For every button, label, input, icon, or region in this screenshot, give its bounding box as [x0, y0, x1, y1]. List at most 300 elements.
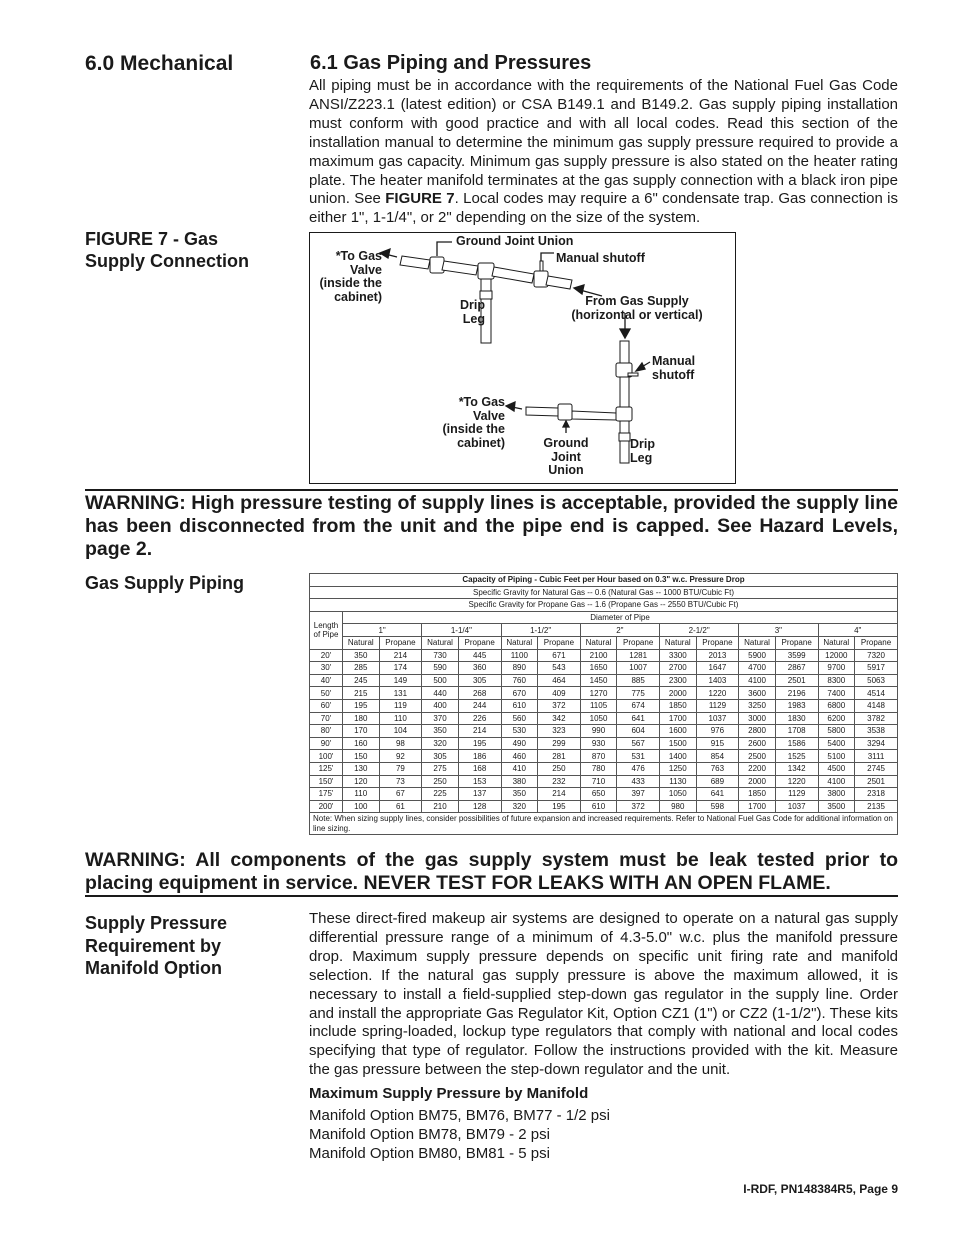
capacity-cell: 460 [501, 750, 538, 763]
gas-type-cell: Natural [580, 636, 617, 649]
figure-caption-line: FIGURE 7 - Gas [85, 229, 219, 249]
capacity-cell: 1700 [739, 800, 776, 813]
capacity-cell: 2000 [660, 687, 697, 700]
table-row [310, 687, 898, 700]
capacity-cell: 3250 [739, 699, 776, 712]
length-cell: 175' [310, 788, 343, 801]
table-title: Capacity of Piping - Cubic Feet per Hour based on 0.3" w.c. Pressure Drop [310, 574, 898, 587]
capacity-cell: 440 [422, 687, 459, 700]
capacity-cell: 1708 [775, 725, 818, 738]
capacity-cell: 268 [458, 687, 501, 700]
capacity-cell: 1129 [696, 699, 739, 712]
capacity-cell: 3800 [818, 788, 855, 801]
label-line: Union [548, 463, 584, 477]
capacity-cell: 689 [696, 775, 739, 788]
heading-line: Manifold Option [85, 958, 222, 978]
label-line: Valve [350, 262, 382, 277]
capacity-cell: 7400 [818, 687, 855, 700]
capacity-cell: 604 [617, 725, 660, 738]
capacity-cell: 2318 [855, 788, 898, 801]
capacity-cell: 195 [343, 699, 380, 712]
capacity-cell: 370 [422, 712, 459, 725]
capacity-cell: 2300 [660, 674, 697, 687]
length-cell: 150' [310, 775, 343, 788]
capacity-cell: 210 [422, 800, 459, 813]
divider [85, 895, 898, 897]
section-title: 6.0 Mechanical [85, 52, 234, 75]
label-drip-leg [430, 299, 485, 326]
vertical-pipe [620, 377, 629, 407]
capacity-cell: 7320 [855, 649, 898, 662]
capacity-cell: 490 [501, 737, 538, 750]
length-cell: 30' [310, 662, 343, 675]
capacity-cell: 3538 [855, 725, 898, 738]
capacity-cell: 885 [617, 674, 660, 687]
capacity-cell: 915 [696, 737, 739, 750]
pipe-segment [400, 256, 430, 269]
capacity-cell: 320 [422, 737, 459, 750]
capacity-cell: 320 [501, 800, 538, 813]
label-drip-leg-bottom [630, 438, 655, 465]
label-line: *To Gas [335, 249, 382, 263]
max-supply-pressure-heading: Maximum Supply Pressure by Manifold [309, 1085, 589, 1102]
length-cell: 20' [310, 649, 343, 662]
label-line: Leg [630, 450, 653, 465]
warning-high-pressure: WARNING: High pressure testing of supply lines is acceptable, provided the supply line has been disconnected from the unit and the pipe end is capped. See Hazard Levels, page 2. [85, 492, 898, 560]
capacity-cell: 3294 [855, 737, 898, 750]
heading-line: Requirement by [85, 935, 222, 956]
capacity-cell: 305 [458, 674, 501, 687]
length-cell: 70' [310, 712, 343, 725]
label-line: Joint [551, 449, 581, 464]
gas-type-cell: Natural [422, 636, 459, 649]
capacity-cell: 4514 [855, 687, 898, 700]
intro-paragraph [309, 77, 898, 228]
capacity-cell: 1403 [696, 674, 739, 687]
capacity-cell: 1525 [775, 750, 818, 763]
table-row [310, 662, 898, 675]
gas-type-cell: Natural [739, 636, 776, 649]
capacity-cell: 674 [617, 699, 660, 712]
label-line: Ground [543, 436, 589, 450]
pipe-segment [492, 267, 534, 283]
capacity-cell: 195 [458, 737, 501, 750]
capacity-cell: 590 [422, 662, 459, 675]
piping-capacity-table [309, 573, 898, 835]
table-row [310, 737, 898, 750]
capacity-cell: 4500 [818, 762, 855, 775]
capacity-cell: 409 [538, 687, 581, 700]
label-manual-shutoff-bottom [652, 355, 695, 382]
gas-type-cell: Natural [501, 636, 538, 649]
capacity-cell: 174 [379, 662, 422, 675]
capacity-cell: 372 [538, 699, 581, 712]
capacity-cell: 3599 [775, 649, 818, 662]
label-line: cabinet) [457, 435, 505, 450]
capacity-cell: 119 [379, 699, 422, 712]
capacity-cell: 671 [538, 649, 581, 662]
capacity-cell: 4700 [739, 662, 776, 675]
table-row [310, 762, 898, 775]
capacity-cell: 2135 [855, 800, 898, 813]
capacity-cell: 1586 [775, 737, 818, 750]
manifold-option: Manifold Option BM75, BM76, BM77 - 1/2 psi [309, 1107, 610, 1124]
drip-leg-coupling [619, 433, 630, 441]
capacity-cell: 464 [538, 674, 581, 687]
capacity-cell: 9700 [818, 662, 855, 675]
capacity-cell: 5400 [818, 737, 855, 750]
capacity-cell: 214 [538, 788, 581, 801]
label-to-gas-valve [312, 250, 382, 304]
capacity-cell: 6200 [818, 712, 855, 725]
gas-type-cell: Propane [855, 636, 898, 649]
union-fitting [430, 257, 444, 273]
capacity-cell: 1647 [696, 662, 739, 675]
label-line: shutoff [652, 367, 695, 382]
gas-supply-figure [309, 232, 736, 484]
diameter-cell: 1-1/4" [422, 624, 501, 637]
capacity-cell: 780 [580, 762, 617, 775]
capacity-cell: 250 [422, 775, 459, 788]
capacity-cell: 1050 [660, 788, 697, 801]
capacity-cell: 710 [580, 775, 617, 788]
pipe-segment [442, 261, 478, 275]
union-fitting [558, 404, 572, 420]
capacity-cell: 215 [343, 687, 380, 700]
valve-handle [628, 373, 638, 376]
piping-capacity-table-wrap [309, 573, 898, 835]
capacity-cell: 1270 [580, 687, 617, 700]
capacity-cell: 530 [501, 725, 538, 738]
capacity-cell: 3000 [739, 712, 776, 725]
table-row [310, 674, 898, 687]
capacity-cell: 1220 [696, 687, 739, 700]
capacity-cell: 531 [617, 750, 660, 763]
capacity-cell: 1100 [501, 649, 538, 662]
capacity-cell: 3600 [739, 687, 776, 700]
diameter-cell: 2-1/2" [660, 624, 739, 637]
capacity-cell: 445 [458, 649, 501, 662]
capacity-cell: 120 [343, 775, 380, 788]
heading-line: Supply Pressure [85, 913, 228, 933]
diameter-cell: 3" [739, 624, 818, 637]
capacity-cell: 131 [379, 687, 422, 700]
supply-pressure-heading [85, 912, 227, 980]
divider [85, 489, 898, 491]
label-line: Drip [460, 298, 485, 312]
capacity-cell: 2867 [775, 662, 818, 675]
manifold-option: Manifold Option BM78, BM79 - 2 psi [309, 1126, 550, 1143]
capacity-cell: 12000 [818, 649, 855, 662]
capacity-cell: 98 [379, 737, 422, 750]
capacity-cell: 930 [580, 737, 617, 750]
table-row [310, 649, 898, 662]
label-line: (inside the [319, 276, 382, 290]
warning-leak-test: WARNING: All components of the gas supply system must be leak tested prior to placing equipment in service. NEVER TEST FOR LEAKS WITH AN OPEN FLAME. [85, 849, 898, 894]
capacity-cell: 670 [501, 687, 538, 700]
capacity-cell: 6800 [818, 699, 855, 712]
capacity-cell: 153 [458, 775, 501, 788]
capacity-cell: 560 [501, 712, 538, 725]
diameter-cell: 1" [343, 624, 422, 637]
table-row [310, 725, 898, 738]
capacity-cell: 775 [617, 687, 660, 700]
intro-text-a: All piping must be in accordance with the requirements of the National Fuel Gas Code ANSI/Z223.1 (latest edition) or CSA B149.1 and B149.2. Gas supply piping installation must conform with good practice and with all local codes. Read this section of the installation manual to determine the minimum gas supply pressure required to provide a maximum gas capacity. Minimum gas supply pressure is also stated on the heater rating plate. The heater manifold terminates at the gas supply connection with a black iron pipe union. See [309, 77, 898, 208]
length-cell: 40' [310, 674, 343, 687]
capacity-cell: 1983 [775, 699, 818, 712]
page-footer: I-RDF, PN148384R5, Page 9 [743, 1182, 898, 1196]
label-ground-joint-union-bottom [538, 437, 594, 478]
capacity-cell: 610 [501, 699, 538, 712]
capacity-cell: 350 [422, 725, 459, 738]
capacity-cell: 137 [458, 788, 501, 801]
capacity-cell: 990 [580, 725, 617, 738]
length-cell: 200' [310, 800, 343, 813]
label-ground-joint-union: Ground Joint Union [456, 234, 574, 248]
capacity-cell: 1850 [660, 699, 697, 712]
table-sg-natural: Specific Gravity for Natural Gas -- 0.6 (Natural Gas -- 1000 BTU/Cubic Ft) [310, 586, 898, 599]
capacity-cell: 214 [458, 725, 501, 738]
capacity-cell: 305 [422, 750, 459, 763]
capacity-cell: 110 [379, 712, 422, 725]
capacity-cell: 372 [617, 800, 660, 813]
label-line: From Gas Supply [585, 294, 689, 308]
capacity-cell: 8300 [818, 674, 855, 687]
capacity-cell: 170 [343, 725, 380, 738]
length-header [310, 611, 343, 649]
capacity-cell: 110 [343, 788, 380, 801]
length-cell: 50' [310, 687, 343, 700]
capacity-cell: 3111 [855, 750, 898, 763]
capacity-cell: 3300 [660, 649, 697, 662]
figure-reference: FIGURE 7 [385, 190, 455, 208]
length-cell: 60' [310, 699, 343, 712]
length-cell: 125' [310, 762, 343, 775]
capacity-cell: 730 [422, 649, 459, 662]
capacity-cell: 1400 [660, 750, 697, 763]
gas-supply-piping-heading: Gas Supply Piping [85, 573, 245, 593]
intro-text-b: . Local codes may require a 6" condensate trap. Gas connection is either 1", 1-1/4", or 2" depending on the size of the system. [309, 190, 898, 227]
length-cell: 80' [310, 725, 343, 738]
capacity-cell: 3500 [818, 800, 855, 813]
table-row [310, 750, 898, 763]
capacity-cell: 1250 [660, 762, 697, 775]
label-line: Valve [473, 408, 505, 423]
capacity-cell: 2500 [739, 750, 776, 763]
capacity-cell: 980 [660, 800, 697, 813]
capacity-cell: 2200 [739, 762, 776, 775]
subsection-title: 6.1 Gas Piping and Pressures [310, 52, 592, 74]
capacity-cell: 870 [580, 750, 617, 763]
capacity-cell: 641 [696, 788, 739, 801]
vertical-pipe [620, 341, 629, 363]
pipe-segment [572, 411, 616, 420]
capacity-cell: 1130 [660, 775, 697, 788]
capacity-cell: 763 [696, 762, 739, 775]
capacity-cell: 1500 [660, 737, 697, 750]
capacity-cell: 610 [580, 800, 617, 813]
table-row [310, 788, 898, 801]
capacity-cell: 360 [458, 662, 501, 675]
capacity-cell: 1129 [775, 788, 818, 801]
capacity-cell: 1650 [580, 662, 617, 675]
capacity-cell: 500 [422, 674, 459, 687]
capacity-cell: 160 [343, 737, 380, 750]
capacity-cell: 2000 [739, 775, 776, 788]
valve-handle [540, 261, 543, 271]
manifold-option: Manifold Option BM80, BM81 - 5 psi [309, 1145, 550, 1162]
capacity-cell: 104 [379, 725, 422, 738]
supply-pressure-paragraph: These direct-fired makeup air systems are designed to operate on a natural gas supply differential pressure range of a minimum of 4.3-5.0" w.c. plus the manifold pressure drop. Maximum supply pressure depends on specific unit firing rate and manifold selection. If the natural gas supply pressure is above the maximum allowed, it is necessary to install a field-supplied step-down gas regulator in the supply line. Order and install the appropriate Gas Regulator Kit, Option CZ1 (1") or CZ2 (1-1/2"). These kits include spring-loaded, lockup type regulators that comply with national and local codes specifying that type of regulator. Follow the instructions provided with the kit. Measure the gas pressure between the step-down regulator and the unit. [309, 910, 898, 1079]
capacity-cell: 1037 [696, 712, 739, 725]
label-line: Leg [462, 311, 485, 326]
table-row [310, 800, 898, 813]
capacity-cell: 1220 [775, 775, 818, 788]
capacity-cell: 641 [617, 712, 660, 725]
capacity-cell: 5900 [739, 649, 776, 662]
capacity-cell: 350 [343, 649, 380, 662]
capacity-cell: 5100 [818, 750, 855, 763]
capacity-cell: 1037 [775, 800, 818, 813]
capacity-cell: 1600 [660, 725, 697, 738]
capacity-cell: 4100 [818, 775, 855, 788]
diameter-cell: 4" [818, 624, 898, 637]
capacity-cell: 1281 [617, 649, 660, 662]
drip-leg-pipe [620, 421, 629, 463]
figure-caption [85, 228, 249, 272]
capacity-cell: 100 [343, 800, 380, 813]
gas-type-cell: Propane [696, 636, 739, 649]
capacity-cell: 476 [617, 762, 660, 775]
capacity-cell: 79 [379, 762, 422, 775]
capacity-cell: 281 [538, 750, 581, 763]
capacity-cell: 4148 [855, 699, 898, 712]
label-from-gas-supply [562, 295, 712, 322]
label-line: cabinet) [334, 289, 382, 304]
pipe-segment [546, 276, 572, 289]
capacity-cell: 150 [343, 750, 380, 763]
capacity-cell: 149 [379, 674, 422, 687]
capacity-cell: 890 [501, 662, 538, 675]
capacity-cell: 3782 [855, 712, 898, 725]
capacity-cell: 567 [617, 737, 660, 750]
capacity-cell: 1830 [775, 712, 818, 725]
capacity-cell: 5800 [818, 725, 855, 738]
diameter-cell: 2" [580, 624, 659, 637]
diameter-header: Diameter of Pipe [343, 611, 898, 624]
capacity-cell: 285 [343, 662, 380, 675]
capacity-cell: 323 [538, 725, 581, 738]
label-line: (horizontal or vertical) [571, 307, 703, 322]
capacity-cell: 1850 [739, 788, 776, 801]
capacity-cell: 433 [617, 775, 660, 788]
capacity-cell: 214 [379, 649, 422, 662]
capacity-cell: 650 [580, 788, 617, 801]
table-row [310, 775, 898, 788]
pipe-segment [526, 407, 558, 416]
gas-type-cell: Natural [343, 636, 380, 649]
capacity-cell: 397 [617, 788, 660, 801]
length-cell: 90' [310, 737, 343, 750]
capacity-cell: 128 [458, 800, 501, 813]
capacity-cell: 543 [538, 662, 581, 675]
capacity-cell: 400 [422, 699, 459, 712]
label-line: Drip [630, 437, 655, 451]
capacity-cell: 130 [343, 762, 380, 775]
gas-type-cell: Propane [538, 636, 581, 649]
capacity-cell: 1342 [775, 762, 818, 775]
capacity-cell: 195 [538, 800, 581, 813]
table-row [310, 712, 898, 725]
capacity-cell: 1450 [580, 674, 617, 687]
capacity-cell: 410 [501, 762, 538, 775]
capacity-cell: 186 [458, 750, 501, 763]
gas-type-cell: Propane [458, 636, 501, 649]
capacity-cell: 4100 [739, 674, 776, 687]
gas-type-cell: Propane [775, 636, 818, 649]
capacity-cell: 73 [379, 775, 422, 788]
capacity-cell: 342 [538, 712, 581, 725]
capacity-cell: 275 [422, 762, 459, 775]
capacity-cell: 2196 [775, 687, 818, 700]
capacity-cell: 250 [538, 762, 581, 775]
gas-type-cell: Propane [617, 636, 660, 649]
capacity-cell: 5917 [855, 662, 898, 675]
capacity-cell: 760 [501, 674, 538, 687]
diameter-cell: 1-1/2" [501, 624, 580, 637]
capacity-cell: 598 [696, 800, 739, 813]
capacity-cell: 232 [538, 775, 581, 788]
label-line: (inside the [442, 422, 505, 436]
capacity-cell: 2600 [739, 737, 776, 750]
capacity-cell: 854 [696, 750, 739, 763]
capacity-cell: 2700 [660, 662, 697, 675]
label-to-gas-valve-bottom [430, 396, 505, 450]
capacity-cell: 92 [379, 750, 422, 763]
manifold-options-list [309, 1106, 610, 1163]
capacity-cell: 299 [538, 737, 581, 750]
capacity-cell: 2800 [739, 725, 776, 738]
capacity-cell: 61 [379, 800, 422, 813]
capacity-cell: 5063 [855, 674, 898, 687]
capacity-cell: 226 [458, 712, 501, 725]
capacity-cell: 2013 [696, 649, 739, 662]
label-manual-shutoff: Manual shutoff [556, 251, 645, 265]
capacity-cell: 1050 [580, 712, 617, 725]
capacity-cell: 1105 [580, 699, 617, 712]
figure-caption-line: Supply Connection [85, 251, 249, 271]
tee-fitting [478, 263, 494, 279]
capacity-cell: 67 [379, 788, 422, 801]
capacity-cell: 245 [343, 674, 380, 687]
gas-type-cell: Propane [379, 636, 422, 649]
capacity-cell: 225 [422, 788, 459, 801]
capacity-cell: 180 [343, 712, 380, 725]
capacity-cell: 976 [696, 725, 739, 738]
capacity-cell: 1700 [660, 712, 697, 725]
capacity-cell: 380 [501, 775, 538, 788]
gas-type-cell: Natural [660, 636, 697, 649]
capacity-cell: 244 [458, 699, 501, 712]
capacity-cell: 1007 [617, 662, 660, 675]
capacity-cell: 2501 [775, 674, 818, 687]
length-header-line: Length [313, 621, 339, 631]
capacity-cell: 2501 [855, 775, 898, 788]
length-header-line: of Pipe [313, 630, 339, 640]
table-note: Note: When sizing supply lines, consider possibilities of future expansion and increased requirements. Refer to National Fuel Gas Code for additional information on line sizing. [310, 813, 898, 835]
table-sg-propane: Specific Gravity for Propane Gas -- 1.6 (Propane Gas -- 2550 BTU/Cubic Ft) [310, 599, 898, 612]
length-cell: 100' [310, 750, 343, 763]
